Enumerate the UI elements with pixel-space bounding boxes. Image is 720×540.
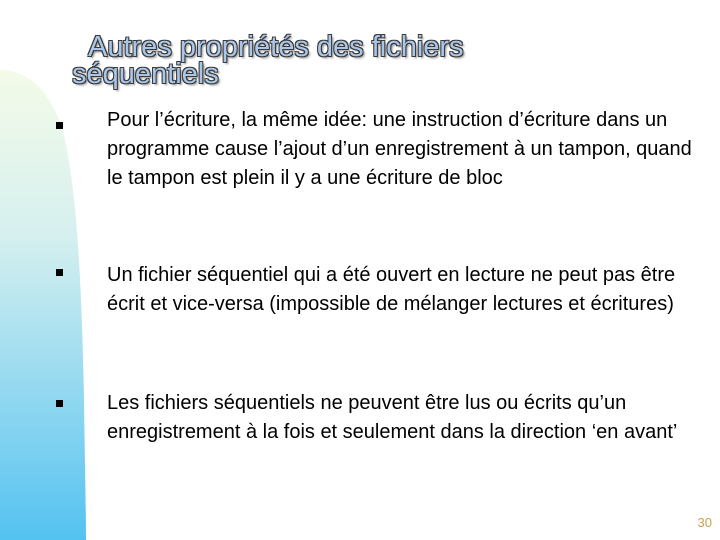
slide-title-line-1: Autres propriétés des fichiers: [88, 31, 464, 63]
bullet-square-icon: [56, 400, 63, 407]
bullet-square-icon: [56, 122, 63, 129]
bullet-text: Pour l’écriture, la même idée: une instruction d’écriture dans un programme cause l’ajout d’un enregistrement à un tampon, quand le tampon est plein il y a une écriture de bloc: [107, 109, 692, 189]
bullet-text: Les fichiers séquentiels ne peuvent être lus ou écrits qu’un enregistrement à la fois et seulement dans la direction ‘en avant’: [107, 392, 678, 443]
page-number: 30: [697, 515, 712, 530]
bullet-text: Un fichier séquentiel qui a été ouvert en lecture ne peut pas être écrit et vice-versa (impossible de mélanger lectures et écritures): [107, 264, 676, 315]
bullet-square-icon: [56, 269, 63, 276]
slide-title-line-2: séquentiels: [72, 58, 219, 90]
